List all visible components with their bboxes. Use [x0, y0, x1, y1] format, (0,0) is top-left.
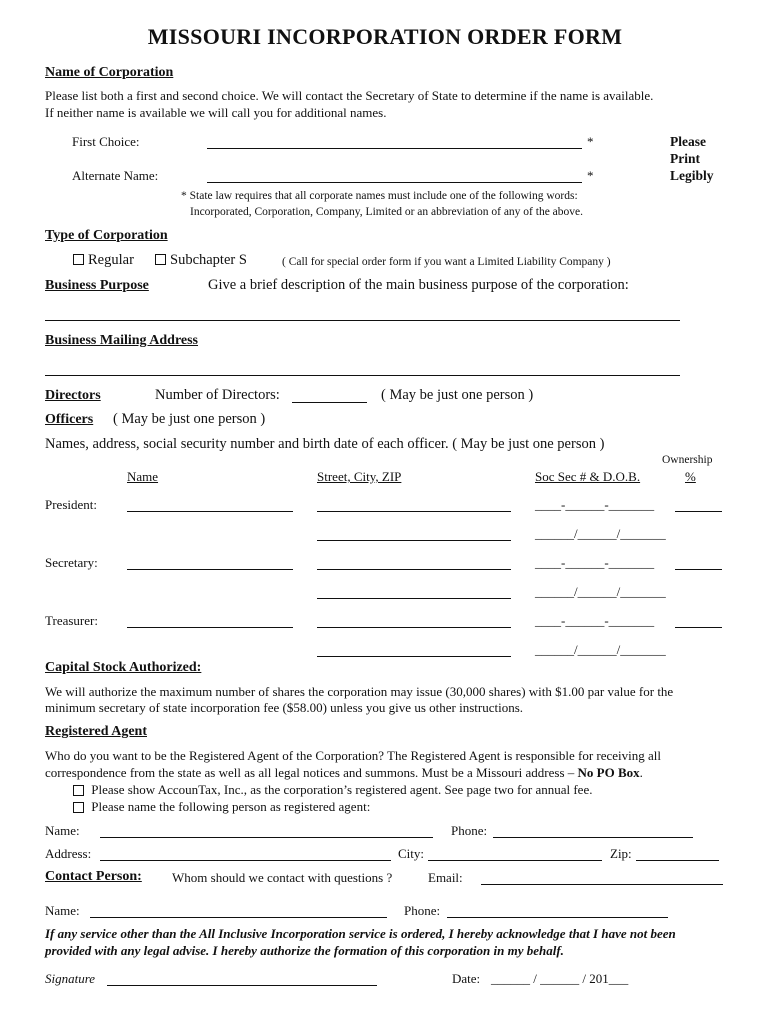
print-legibly-note	[670, 133, 714, 184]
column-header-percent: %	[685, 469, 696, 484]
president-street-underline	[317, 511, 511, 512]
directors-heading: Directors	[45, 388, 101, 403]
treasurer-name-input[interactable]	[128, 611, 290, 627]
business-purpose-prompt: Give a brief description of the main business purpose of the corporation:	[208, 277, 629, 293]
president-ownership-underline	[675, 511, 722, 512]
subchapter-s-checkbox[interactable]	[155, 254, 166, 265]
agent-option-accountax[interactable]	[73, 782, 592, 798]
agent-city-underline	[428, 860, 602, 861]
first-choice-label: First Choice:	[72, 134, 140, 149]
alternate-name-asterisk: *	[587, 168, 594, 183]
agent-option-other-label: Please name the following person as registered agent:	[91, 799, 371, 814]
president-ownership-input[interactable]	[676, 495, 720, 511]
treasurer-ownership-underline	[675, 627, 722, 628]
treasurer-name-underline	[127, 627, 293, 628]
signature-date-label: Date:	[452, 971, 481, 986]
president-name-underline	[127, 511, 293, 512]
contact-phone-label: Phone:	[404, 903, 441, 918]
contact-name-underline	[90, 917, 387, 918]
name-intro-line-2: If neither name is available we will call you for additional names.	[45, 105, 387, 120]
agent-zip-label: Zip:	[610, 846, 632, 861]
form-title: MISSOURI INCORPORATION ORDER FORM	[147, 24, 623, 49]
secretary-dob-blank[interactable]: ______/______/_______	[535, 584, 666, 599]
mailing-address-underline	[45, 375, 680, 376]
mailing-address-input[interactable]	[47, 357, 677, 373]
type-of-corporation-heading: Type of Corporation	[45, 228, 168, 243]
agent-option-other[interactable]	[73, 799, 370, 815]
agent-name-underline	[100, 837, 433, 838]
agent-option-accountax-label: Please show AccounTax, Inc., as the corporation’s registered agent. See page two for annual fee.	[91, 782, 593, 797]
option-subchapter-label: Subchapter S	[170, 252, 247, 268]
business-purpose-input[interactable]	[47, 302, 677, 318]
signature-date[interactable]	[491, 971, 628, 987]
treasurer-dob-blank[interactable]: ______/______/_______	[535, 642, 666, 657]
registered-agent-text-1: Who do you want to be the Registered Agent of the Corporation? The Registered Agent is responsible for receiving all	[45, 748, 662, 763]
treasurer-street-underline	[317, 627, 511, 628]
print-note-legibly: Legibly	[670, 168, 714, 183]
agent-address-input[interactable]	[102, 844, 389, 860]
accountax-checkbox[interactable]	[73, 785, 84, 796]
contact-email-input[interactable]	[483, 868, 721, 884]
date-year-blank[interactable]: ___	[608, 971, 629, 986]
first-choice-underline	[207, 148, 582, 149]
agent-name-label: Name:	[45, 823, 80, 838]
first-choice-input[interactable]	[209, 132, 579, 148]
secretary-city-input[interactable]	[318, 582, 508, 598]
alternate-name-label: Alternate Name:	[72, 168, 159, 183]
president-street-input[interactable]	[318, 495, 508, 511]
name-intro-line-1: Please list both a first and second choice. We will contact the Secretary of State to determine if the name is available.	[45, 88, 654, 103]
option-regular-label: Regular	[88, 252, 134, 268]
president-city-input[interactable]	[318, 524, 508, 540]
capital-stock-text-2: minimum secretary of state incorporation fee ($58.00) unless you give us other instructions.	[45, 700, 523, 715]
registered-agent-text-2-main: correspondence from the state as well as all legal notices and summons. Must be a Missouri address –	[45, 765, 575, 780]
business-purpose-heading: Business Purpose	[45, 278, 149, 293]
first-choice-asterisk: *	[587, 134, 594, 149]
directors-note: ( May be just one person )	[381, 387, 534, 403]
agent-phone-input[interactable]	[495, 821, 691, 837]
agent-phone-label: Phone:	[451, 823, 488, 838]
treasurer-ssn-blank[interactable]: ____-______-_______	[535, 613, 655, 628]
officer-row-label-secretary: Secretary:	[45, 555, 98, 570]
regular-checkbox[interactable]	[73, 254, 84, 265]
contact-person-heading: Contact Person:	[45, 869, 142, 884]
signature-label: Signature	[45, 971, 96, 986]
print-note-please: Please	[670, 134, 706, 149]
officers-note: ( May be just one person )	[113, 411, 266, 427]
president-name-input[interactable]	[128, 495, 290, 511]
column-header-ssn-dob: Soc Sec # & D.O.B.	[535, 469, 641, 484]
officers-heading: Officers	[45, 412, 94, 427]
directors-count-underline	[292, 402, 367, 403]
capital-stock-text-1: We will authorize the maximum number of shares the corporation may issue (30,000 shares) with $1.00 par value for the	[45, 684, 674, 699]
contact-phone-underline	[447, 917, 668, 918]
contact-name-input[interactable]	[92, 901, 385, 917]
treasurer-city-underline	[317, 656, 511, 657]
president-ssn-blank[interactable]: ____-______-_______	[535, 497, 655, 512]
llc-note: ( Call for special order form if you want a Limited Liability Company )	[282, 256, 611, 268]
name-of-corporation-heading: Name of Corporation	[45, 65, 174, 80]
treasurer-street-input[interactable]	[318, 611, 508, 627]
signature-underline	[107, 985, 377, 986]
secretary-name-underline	[127, 569, 293, 570]
agent-city-input[interactable]	[430, 844, 600, 860]
option-subchapter-s[interactable]	[155, 252, 247, 269]
officer-row-label-treasurer: Treasurer:	[45, 613, 98, 628]
law-note-line-1: * State law requires that all corporate names must include one of the following words:	[181, 190, 578, 202]
agent-address-label: Address:	[45, 846, 92, 861]
secretary-city-underline	[317, 598, 511, 599]
other-agent-checkbox[interactable]	[73, 802, 84, 813]
officers-instructions: Names, address, social security number and birth date of each officer. ( May be just one person )	[45, 436, 605, 452]
agent-name-input[interactable]	[102, 821, 430, 837]
president-dob-blank[interactable]: ______/______/_______	[535, 526, 666, 541]
agent-city-label: City:	[398, 846, 425, 861]
secretary-name-input[interactable]	[128, 553, 290, 569]
contact-name-label: Name:	[45, 903, 80, 918]
acknowledgement-line-1: If any service other than the All Inclusive Incorporation service is ordered, I hereby acknowledge that I have not been	[45, 926, 676, 941]
date-slash: /	[533, 971, 537, 986]
alternate-name-underline	[207, 182, 582, 183]
treasurer-ownership-input[interactable]	[676, 611, 720, 627]
agent-address-underline	[100, 860, 391, 861]
agent-zip-underline	[636, 860, 719, 861]
officer-row-label-president: President:	[45, 497, 97, 512]
registered-agent-text-2	[45, 765, 643, 781]
option-regular[interactable]	[73, 252, 134, 269]
contact-phone-input[interactable]	[449, 901, 666, 917]
alternate-name-input[interactable]	[209, 166, 579, 182]
president-city-underline	[317, 540, 511, 541]
signature-input[interactable]	[109, 969, 375, 985]
print-note-print: Print	[670, 151, 700, 166]
contact-question: Whom should we contact with questions ?	[172, 870, 393, 885]
agent-zip-input[interactable]	[638, 844, 717, 860]
directors-count-input[interactable]	[294, 386, 364, 402]
column-header-street: Street, City, ZIP	[317, 469, 402, 484]
treasurer-city-input[interactable]	[318, 640, 508, 656]
date-year-prefix: / 201	[582, 971, 609, 986]
agent-phone-underline	[493, 837, 693, 838]
acknowledgement-line-2: provided with any legal advise. I hereby authorize the formation of this corporation in my behalf.	[45, 943, 564, 958]
law-note-line-2: Incorporated, Corporation, Company, Limited or an abbreviation of any of the above.	[190, 206, 584, 218]
secretary-ssn-blank[interactable]: ____-______-_______	[535, 555, 655, 570]
no-po-box-text: No PO Box	[577, 765, 640, 780]
mailing-address-heading: Business Mailing Address	[45, 333, 199, 348]
date-day-blank[interactable]: ______	[540, 971, 580, 986]
column-header-name: Name	[127, 469, 159, 484]
capital-stock-heading: Capital Stock Authorized:	[45, 660, 202, 675]
contact-email-underline	[481, 884, 723, 885]
secretary-street-input[interactable]	[318, 553, 508, 569]
number-of-directors-label: Number of Directors:	[155, 387, 280, 403]
date-month-blank[interactable]: ______	[491, 971, 530, 986]
registered-agent-heading: Registered Agent	[45, 724, 147, 739]
contact-email-label: Email:	[428, 870, 463, 885]
secretary-ownership-input[interactable]	[676, 553, 720, 569]
ownership-label: Ownership	[662, 454, 713, 466]
secretary-street-underline	[317, 569, 511, 570]
business-purpose-underline	[45, 320, 680, 321]
secretary-ownership-underline	[675, 569, 722, 570]
registered-agent-text-2-end: .	[639, 765, 643, 780]
